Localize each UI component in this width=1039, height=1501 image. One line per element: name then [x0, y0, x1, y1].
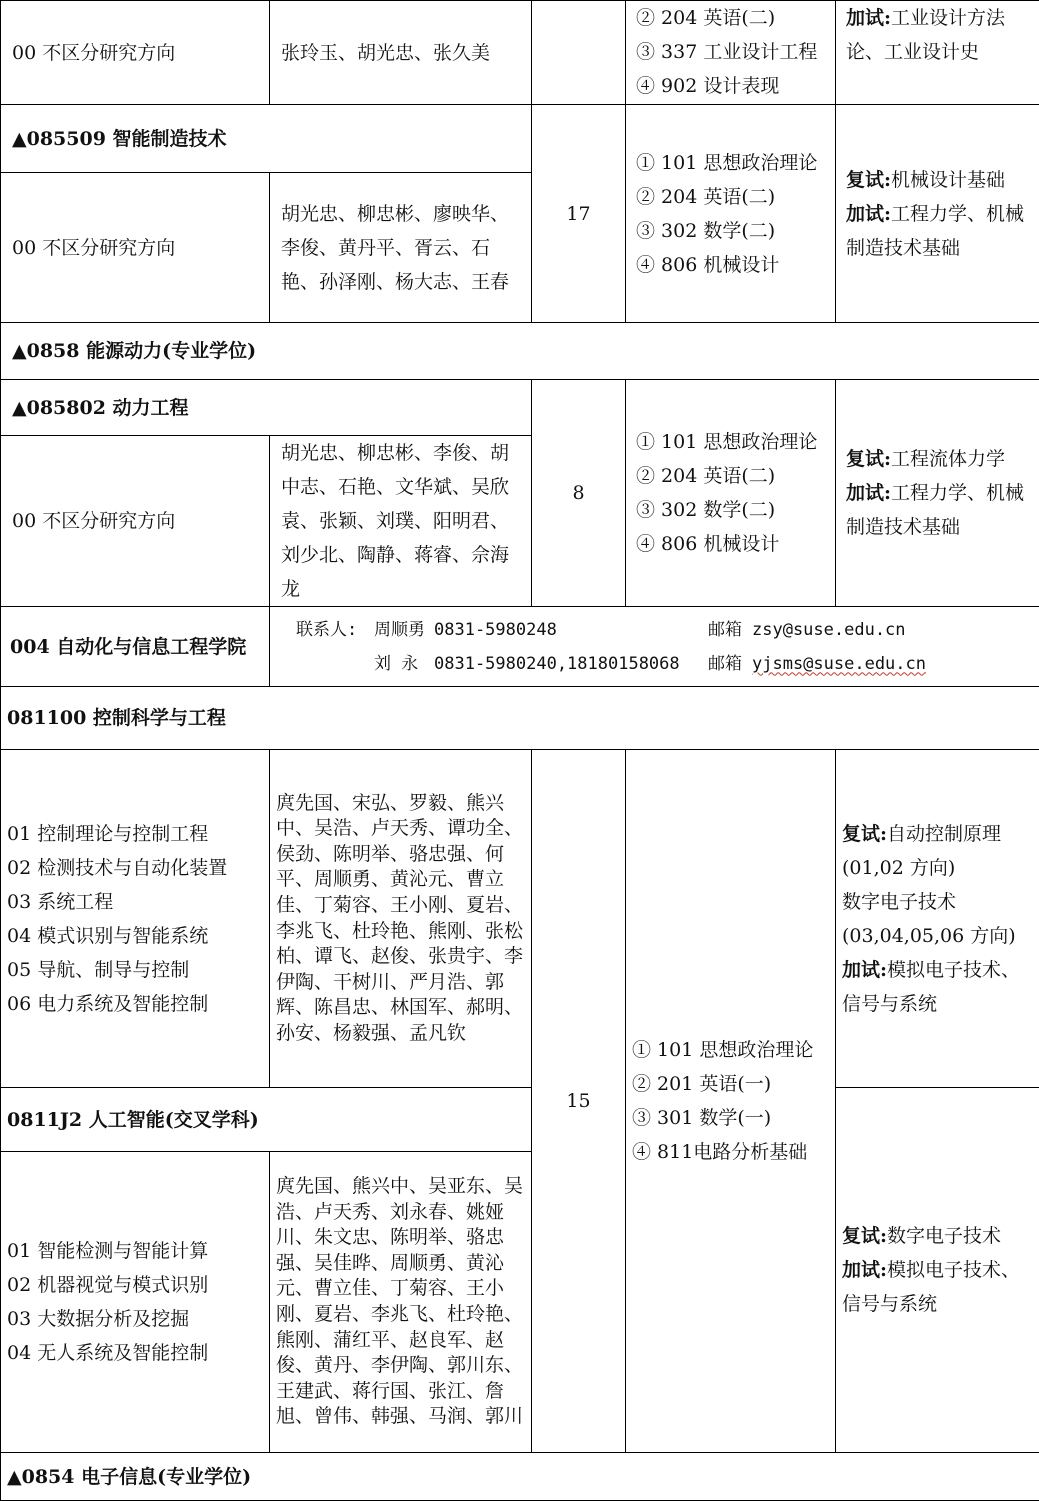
email-label: 邮箱 [708, 653, 742, 674]
extra-test-label: 加试: [842, 1259, 888, 1281]
contact-phone: 0831-5980248 [434, 619, 557, 640]
contact-phone: 0831-5980240,18180158068 [434, 653, 680, 674]
major-title: ▲085509 智能制造技术 [1, 105, 532, 173]
exam-subjects [626, 380, 836, 607]
retest-text: 机械设计基础 [891, 168, 1006, 191]
retest-notes [836, 1088, 1039, 1453]
contact-info [270, 607, 1039, 687]
retest-label: 复试: [842, 1225, 888, 1247]
exam-item: ② 204 英语(二) [636, 7, 776, 29]
quota-cell [532, 1, 626, 105]
table-row [1, 105, 1039, 173]
supervisors: 张玲玉、胡光忠、张久美 [270, 1, 532, 105]
retest-notes [836, 1, 1039, 105]
table-row [1, 750, 1039, 1088]
exam-item: ③ 337 工业设计工程 [636, 41, 818, 63]
exam-item: ④ 811电路分析基础 [632, 1141, 808, 1163]
exam-item: ① 101 思想政治理论 [636, 151, 818, 174]
retest-text: 数字电子技术 [887, 1225, 1002, 1247]
supervisors: 庹先国、宋弘、罗毅、熊兴中、吴浩、卢天秀、谭功全、侯劲、陈明举、骆忠强、何平、周顺勇、黄沁元、曹立佳、丁菊容、王小刚、夏岩、李兆飞、杜玲艳、熊刚、张松柏、谭飞、赵俊、张贵宇、李伊陶、干树川、严月浩、郭辉、陈昌忠、林国军、郝明、孙安、杨毅强、孟凡钦 [270, 750, 532, 1088]
direction-item: 06 电力系统及智能控制 [7, 992, 209, 1015]
contact-email[interactable]: zsy@suse.edu.cn [752, 619, 906, 640]
extra-test-label: 加试: [842, 958, 888, 981]
exam-item: ② 204 英语(二) [636, 465, 776, 487]
direction-item: 04 无人系统及智能控制 [7, 1342, 209, 1364]
exam-subjects [626, 750, 836, 1453]
exam-item: ① 101 思想政治理论 [636, 431, 818, 453]
email-label: 邮箱 [708, 619, 742, 640]
direction-item: 03 系统工程 [7, 890, 114, 913]
contact-name: 周顺勇 [374, 619, 425, 640]
research-directions [1, 750, 270, 1088]
table-row [1, 380, 1039, 436]
table-row [1, 1453, 1039, 1501]
contact-name: 刘 永 [374, 653, 419, 674]
direction-item: 02 机器视觉与模式识别 [7, 1274, 209, 1296]
table-row [1, 687, 1039, 750]
supervisors: 胡光忠、柳忠彬、李俊、胡中志、石艳、文华斌、吴欣袁、张颖、刘璞、阳明君、刘少北、陶静、蒋睿、佘海龙 [270, 436, 532, 607]
exam-subjects [626, 1, 836, 105]
extra-test-text: 模拟电子技术、信号与系统 [842, 1259, 1021, 1315]
section-title: ▲0854 电子信息(专业学位) [1, 1453, 1039, 1501]
direction-item: 02 检测技术与自动化装置 [7, 856, 228, 879]
exam-item: ① 101 思想政治理论 [632, 1039, 814, 1061]
direction-item: 04 模式识别与智能系统 [7, 924, 209, 947]
supervisors: 胡光忠、柳忠彬、廖映华、李俊、黄丹平、胥云、石艳、孙泽刚、杨大志、王春 [270, 173, 532, 323]
extra-test-text: 工业设计方法论、工业设计史 [846, 7, 1006, 63]
table-row [1, 607, 1039, 687]
exam-item: ④ 806 机械设计 [636, 533, 780, 555]
major-title: ▲085802 动力工程 [1, 380, 532, 436]
extra-test-label: 加试: [846, 482, 892, 504]
extra-test-label: 加试: [846, 202, 892, 225]
research-direction: 00 不区分研究方向 [1, 1, 270, 105]
retest-note: (01,02 方向) [842, 856, 956, 879]
direction-item: 01 控制理论与控制工程 [7, 822, 209, 845]
retest-text: 自动控制原理 [887, 822, 1002, 845]
contact-label: 联系人: [296, 619, 358, 640]
extra-test-label: 加试: [846, 7, 892, 29]
discipline-title: 081100 控制科学与工程 [1, 687, 1039, 750]
retest-label: 复试: [846, 168, 892, 191]
research-direction: 00 不区分研究方向 [1, 436, 270, 607]
quota-count: 8 [532, 380, 626, 607]
direction-item: 03 大数据分析及挖掘 [7, 1308, 190, 1330]
retest-notes [836, 750, 1039, 1088]
extra-test-text: 工程力学、机械制造技术基础 [846, 202, 1025, 259]
research-direction: 00 不区分研究方向 [1, 173, 270, 323]
exam-item: ③ 302 数学(二) [636, 499, 776, 521]
contact-email[interactable]: yjsms@suse.edu.cn [752, 653, 926, 674]
exam-item: ③ 302 数学(二) [636, 219, 776, 242]
retest-label: 复试: [846, 448, 892, 470]
extra-test-text: 工程力学、机械制造技术基础 [846, 482, 1025, 538]
exam-item: ② 204 英语(二) [636, 185, 776, 208]
direction-item: 05 导航、制导与控制 [7, 958, 190, 981]
retest-notes [836, 105, 1039, 323]
exam-subjects [626, 105, 836, 323]
retest-notes [836, 380, 1039, 607]
section-title: ▲0858 能源动力(专业学位) [1, 323, 1039, 380]
supervisors: 庹先国、熊兴中、吴亚东、吴浩、卢天秀、刘永春、姚娅川、朱文忠、陈明举、骆忠强、吴佳晔、周顺勇、黄沁元、曹立佳、丁菊容、王小刚、夏岩、李兆飞、杜玲艳、熊刚、蒲红平、赵良军、赵俊、黄丹、李伊陶、郭川东、王建武、蒋行国、张江、詹旭、曾伟、韩强、马润、郭川 [270, 1152, 532, 1453]
retest-text: 工程流体力学 [891, 448, 1006, 470]
college-title: 004 自动化与信息工程学院 [1, 607, 270, 687]
quota-count: 17 [532, 105, 626, 323]
discipline-title: 0811J2 人工智能(交叉学科) [1, 1088, 532, 1152]
exam-item: ③ 301 数学(一) [632, 1107, 772, 1129]
table-row [1, 323, 1039, 380]
table-row [1, 1, 1039, 105]
quota-count: 15 [532, 750, 626, 1453]
extra-test-text: 模拟电子技术、信号与系统 [842, 958, 1021, 1015]
exam-item: ② 201 英语(一) [632, 1073, 772, 1095]
exam-item: ④ 806 机械设计 [636, 253, 780, 276]
retest-label: 复试: [842, 822, 888, 845]
direction-item: 01 智能检测与智能计算 [7, 1240, 209, 1262]
exam-item: ④ 902 设计表现 [636, 75, 780, 97]
retest-text: 数字电子技术 [842, 890, 957, 913]
retest-note: (03,04,05,06 方向) [842, 924, 1016, 947]
research-directions [1, 1152, 270, 1453]
table-row [1, 1088, 1039, 1152]
